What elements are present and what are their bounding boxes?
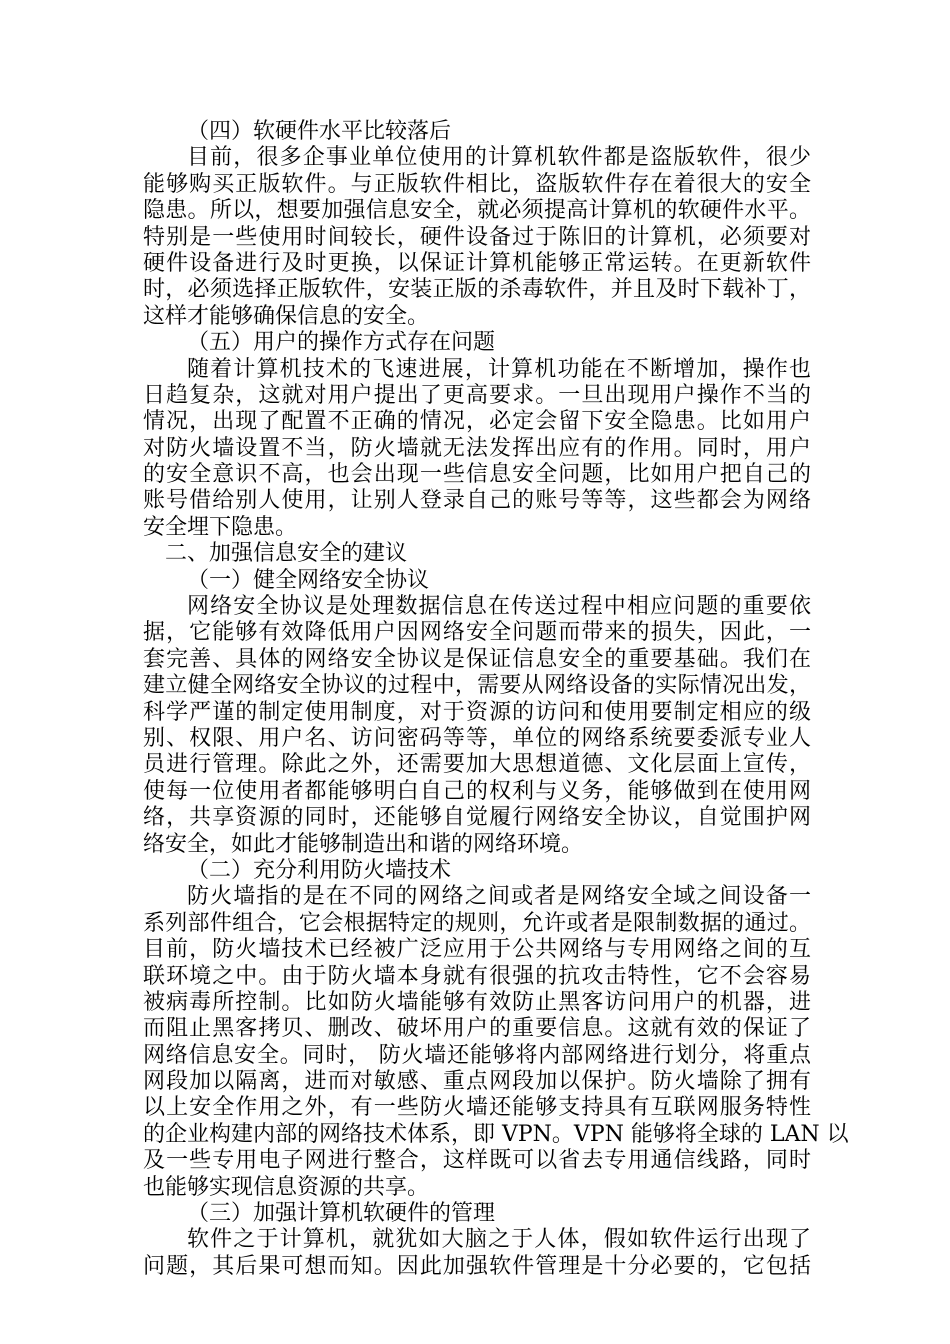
paragraph-last-line: 安全埋下隐患。 [143,514,298,540]
paragraph-first-line: 软件之于计算机，就犹如大脑之于人体，假如软件运行出现了 [187,1227,811,1253]
paragraph-line: 日趋复杂，这就对用户提出了更高要求。一旦出现用户操作不当的 [143,382,811,408]
section-subheading: （三）加强计算机软硬件的管理 [187,1201,496,1227]
paragraph-line: 科学严谨的制定使用制度，对于资源的访问和使用要制定相应的级 [143,699,811,725]
paragraph-line: 时，必须选择正版软件，安装正版的杀毒软件，并且及时下载补丁， [143,277,811,303]
paragraph-last-line: 也能够实现信息资源的共享。 [143,1174,430,1200]
paragraph-line: 硬件设备进行及时更换，以保证计算机能够正常运转。在更新软件 [143,250,811,276]
section-subheading: （五）用户的操作方式存在问题 [187,330,496,356]
paragraph-last-line: 这样才能够确保信息的安全。 [143,303,430,329]
paragraph-last-line: 络安全，如此才能够制造出和谐的网络环境。 [143,831,584,857]
section-subheading: （二）充分利用防火墙技术 [187,857,452,883]
paragraph-line: 络，共享资源的同时，还能够自觉履行网络安全协议，自觉围护网 [143,805,811,831]
paragraph-line: 网段加以隔离，进而对敏感、重点网段加以保护。防火墙除了拥有 [143,1069,811,1095]
paragraph-line: 建立健全网络安全协议的过程中，需要从网络设备的实际情况出发， [143,673,811,699]
section-subheading: （一）健全网络安全协议 [187,567,430,593]
section-heading: 二、加强信息安全的建议 [165,541,408,567]
paragraph-line: 能够购买正版软件。与正版软件相比，盗版软件存在着很大的安全 [143,171,811,197]
paragraph-line: 套完善、具体的网络安全协议是保证信息安全的重要基础。我们在 [143,646,811,672]
paragraph-line: 对防火墙设置不当，防火墙就无法发挥出应有的作用。同时，用户 [143,435,811,461]
paragraph-line: 的企业构建内部的网络技术体系，即 VPN。VPN 能够将全球的 LAN 以 [143,1121,849,1147]
paragraph-line: 及一些专用电子网进行整合，这样既可以省去专用通信线路，同时 [143,1148,811,1174]
paragraph-line: 问题，其后果可想而知。因此加强软件管理是十分必要的，它包括 [143,1253,811,1279]
paragraph-line: 目前，防火墙技术已经被广泛应用于公共网络与专用网络之间的互 [143,937,811,963]
section-subheading: （四）软硬件水平比较落后 [187,119,452,144]
paragraph-line: 使每一位使用者都能够明白自己的权利与义务，能够做到在使用网 [143,778,811,804]
paragraph-line: 网络信息安全。同时， 防火墙还能够将内部网络进行划分，将重点 [143,1042,811,1068]
paragraph-line: 隐患。所以，想要加强信息安全，就必须提高计算机的软硬件水平。 [143,198,811,224]
paragraph-line: 而阻止黑客拷贝、删改、破坏用户的重要信息。这就有效的保证了 [143,1016,811,1042]
paragraph-line: 员进行管理。除此之外，还需要加大思想道德、文化层面上宣传， [143,752,811,778]
paragraph-line: 账号借给别人使用，让别人登录自己的账号等等，这些都会为网络 [143,488,811,514]
paragraph-first-line: 网络安全协议是处理数据信息在传送过程中相应问题的重要依 [187,594,811,620]
paragraph-line: 情况，出现了配置不正确的情况，必定会留下安全隐患。比如用户 [143,409,811,435]
paragraph-first-line: 目前，很多企事业单位使用的计算机软件都是盗版软件，很少 [187,145,811,171]
paragraph-line: 的安全意识不高，也会出现一些信息安全问题，比如用户把自己的 [143,462,811,488]
paragraph-first-line: 防火墙指的是在不同的网络之间或者是网络安全域之间设备一 [187,884,811,910]
document-page [143,119,849,1280]
paragraph-line: 被病毒所控制。比如防火墙能够有效防止黑客访问用户的机器，进 [143,989,811,1015]
paragraph-line: 据，它能够有效降低用户因网络安全问题而带来的损失，因此，一 [143,620,811,646]
paragraph-line: 特别是一些使用时间较长，硬件设备过于陈旧的计算机，必须要对 [143,224,811,250]
paragraph-line: 系列部件组合，它会根据特定的规则，允许或者是限制数据的通过。 [143,910,811,936]
paragraph-line: 别、权限、用户名、访问密码等等，单位的网络系统要委派专业人 [143,725,811,751]
paragraph-line: 联环境之中。由于防火墙本身就有很强的抗攻击特性，它不会容易 [143,963,811,989]
paragraph-line: 以上安全作用之外，有一些防火墙还能够支持具有互联网服务特性 [143,1095,811,1121]
paragraph-first-line: 随着计算机技术的飞速进展，计算机功能在不断增加，操作也 [187,356,811,382]
